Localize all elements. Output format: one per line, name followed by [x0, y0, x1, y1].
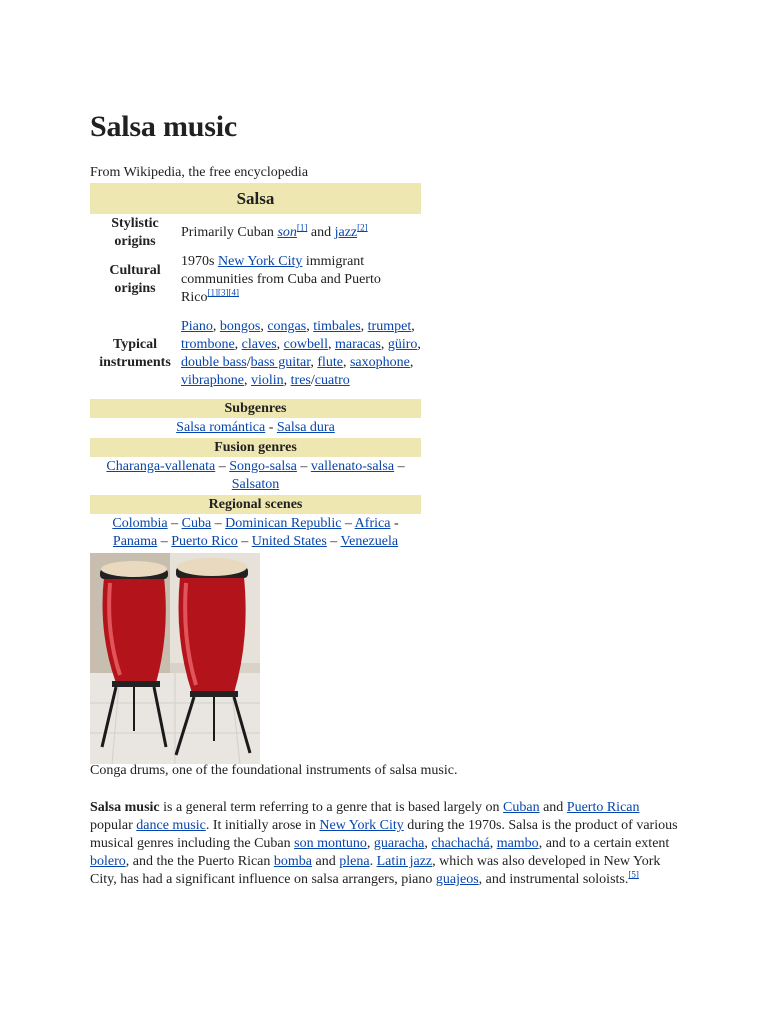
paragraph-text: , — [489, 836, 497, 851]
link-trombone[interactable]: trombone — [181, 336, 235, 352]
link-bongos[interactable]: bongos — [219, 318, 261, 334]
link-bass-guitar[interactable]: bass guitar — [250, 354, 311, 370]
citation-ref[interactable]: [1] — [296, 222, 308, 233]
list-separator: , — [411, 318, 415, 334]
link-congas[interactable]: congas — [267, 318, 307, 334]
link-son-montuno[interactable]: son montuno — [294, 836, 367, 851]
link-united-states[interactable]: United States — [251, 534, 327, 549]
paragraph-text: . It initially arose in — [205, 818, 320, 833]
list-separator: , — [409, 354, 414, 370]
citation-ref[interactable]: [4] — [228, 287, 239, 298]
link-guaracha[interactable]: guaracha — [373, 836, 425, 851]
image-caption: Conga drums, one of the foundational instruments of salsa music. — [90, 763, 458, 778]
link-double-bass[interactable]: double bass — [181, 354, 247, 370]
paragraph-text: is a general term referring to a genre that is based largely on — [159, 800, 504, 815]
list-separator: – — [167, 516, 182, 531]
infobox-label: Cultural origins — [109, 263, 161, 296]
list-separator: , — [327, 336, 335, 352]
value-text: immigrant communities from Cuba and Puerto Rico — [181, 254, 381, 305]
link-dance-music[interactable]: dance music — [136, 818, 206, 833]
link-colombia[interactable]: Colombia — [112, 516, 168, 531]
infobox-label: Typical instruments — [99, 336, 171, 370]
paragraph-text: during the 1970s. Salsa is the product of various musical genres including the Cuban — [90, 818, 678, 851]
citation-ref[interactable]: [5] — [628, 869, 639, 880]
link-salsaton[interactable]: Salsaton — [231, 477, 280, 492]
list-separator: , — [283, 372, 291, 388]
link-jazz[interactable]: jazz — [334, 225, 358, 240]
link-g-iro[interactable]: güiro — [387, 336, 418, 352]
list-separator: – — [326, 534, 341, 549]
link-chachach-[interactable]: chachachá — [431, 836, 490, 851]
link-claves[interactable]: claves — [241, 336, 277, 352]
list-separator: – — [394, 459, 405, 474]
link-violin[interactable]: violin — [250, 372, 284, 388]
link-vallenato-salsa[interactable]: vallenato-salsa — [310, 459, 395, 474]
citation-ref[interactable]: [3] — [217, 287, 229, 298]
page-title: Salsa music — [90, 110, 237, 143]
list-separator: – — [341, 516, 355, 531]
list-separator: - — [390, 516, 399, 531]
link-venezuela[interactable]: Venezuela — [340, 534, 399, 549]
subgenre-list — [90, 418, 421, 438]
citation-ref[interactable]: [2] — [357, 222, 368, 233]
list-separator: , — [380, 336, 388, 352]
link-new-york-city[interactable]: New York City — [217, 254, 303, 269]
list-separator: , — [360, 318, 368, 334]
infobox-row-cultural-origins — [90, 252, 421, 308]
paragraph-text: popular — [90, 818, 137, 833]
paragraph-text: . — [369, 854, 377, 869]
infobox-row-stylistic-origins — [90, 214, 421, 252]
link-africa[interactable]: Africa — [354, 516, 391, 531]
value-text: 1970s — [181, 254, 218, 269]
link-salsa-rom-ntica[interactable]: Salsa romántica — [176, 420, 266, 435]
link-songo-salsa[interactable]: Songo-salsa — [229, 459, 297, 474]
instrument-list — [180, 318, 421, 390]
list-separator: – — [215, 459, 230, 474]
paragraph-text: , — [424, 836, 432, 851]
infobox-section-fusion-genres: Fusion genres — [90, 438, 421, 457]
list-separator: , — [234, 336, 242, 352]
list-separator: / — [246, 354, 251, 370]
paragraph-text: , — [366, 836, 374, 851]
link-charanga-vallenata[interactable]: Charanga-vallenata — [106, 459, 216, 474]
infobox-label: Stylistic origins — [111, 216, 159, 249]
link-bolero[interactable]: bolero — [90, 854, 126, 869]
link-latin-jazz[interactable]: Latin jazz — [376, 854, 433, 869]
link-mambo[interactable]: mambo — [496, 836, 539, 851]
link-plena[interactable]: plena — [339, 854, 370, 869]
list-separator: , — [212, 318, 220, 334]
list-separator: – — [157, 534, 172, 549]
paragraph-text: , and instrumental soloists. — [478, 872, 629, 887]
site-tagline: From Wikipedia, the free encyclopedia — [90, 165, 309, 180]
article-subject: Salsa music — [90, 800, 160, 815]
list-separator: , — [260, 318, 268, 334]
regional-scene-list — [90, 514, 421, 552]
infobox-value — [180, 253, 421, 307]
infobox-value — [180, 224, 368, 242]
link-bomba[interactable]: bomba — [273, 854, 313, 869]
list-separator: , — [243, 372, 251, 388]
list-separator: / — [310, 372, 315, 388]
infobox-section-regional-scenes: Regional scenes — [90, 495, 421, 514]
link-saxophone[interactable]: saxophone — [349, 354, 410, 370]
list-separator: – — [211, 516, 226, 531]
value-text: and — [307, 225, 335, 240]
infobox-section-subgenres: Subgenres — [90, 399, 421, 418]
link-flute[interactable]: flute — [317, 354, 343, 370]
list-separator: , — [276, 336, 284, 352]
link-puerto-rican[interactable]: Puerto Rican — [566, 800, 640, 815]
link-trumpet[interactable]: trumpet — [367, 318, 412, 334]
list-separator: , — [342, 354, 350, 370]
list-separator: , — [310, 354, 318, 370]
list-separator: , — [417, 336, 421, 352]
paragraph-text: , and the the Puerto Rican — [125, 854, 274, 869]
fusion-genre-list — [90, 457, 421, 495]
link-cuba[interactable]: Cuba — [181, 516, 212, 531]
list-separator: , — [306, 318, 314, 334]
paragraph-text: and — [539, 800, 567, 815]
list-separator: - — [265, 420, 277, 435]
link-tres[interactable]: tres — [290, 372, 311, 388]
paragraph-text: and — [312, 854, 340, 869]
infobox — [90, 183, 421, 552]
infobox-title: Salsa — [90, 183, 421, 214]
intro-paragraph — [90, 799, 680, 889]
link-son[interactable]: son — [277, 225, 297, 240]
link-maracas[interactable]: maracas — [334, 336, 381, 352]
link-piano[interactable]: Piano — [181, 318, 213, 334]
link-timbales[interactable]: timbales — [313, 318, 361, 334]
link-cowbell[interactable]: cowbell — [283, 336, 328, 352]
list-separator: – — [237, 534, 252, 549]
link-vibraphone[interactable]: vibraphone — [181, 372, 244, 388]
link-cuatro[interactable]: cuatro — [314, 372, 350, 388]
link-salsa-dura[interactable]: Salsa dura — [276, 420, 335, 435]
link-guajeos[interactable]: guajeos — [435, 872, 479, 887]
value-text: Primarily Cuban — [181, 225, 278, 240]
infobox-row-typical-instruments — [90, 308, 421, 399]
link-cuban[interactable]: Cuban — [503, 800, 540, 815]
link-new-york-city[interactable]: New York City — [319, 818, 404, 833]
conga-drums-image[interactable] — [90, 553, 260, 764]
link-puerto-rico[interactable]: Puerto Rico — [171, 534, 238, 549]
link-dominican-republic[interactable]: Dominican Republic — [225, 516, 342, 531]
paragraph-text: , and to a certain extent — [538, 836, 670, 851]
citation-ref[interactable]: [1] — [207, 287, 218, 298]
link-panama[interactable]: Panama — [112, 534, 158, 549]
paragraph-text: , which was also developed in New York City, has had a significant influence on salsa arrangers, piano — [90, 854, 661, 887]
list-separator: – — [296, 459, 311, 474]
